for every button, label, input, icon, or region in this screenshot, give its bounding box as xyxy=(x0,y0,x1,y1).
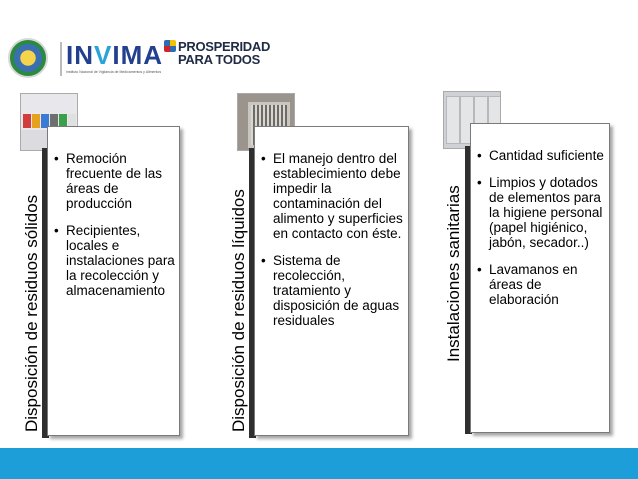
invima-part-a: IN xyxy=(66,40,94,70)
list-item: • El manejo dentro del establecimiento debe impedir la contaminación del alimento y superficies en contacto con éste. xyxy=(261,151,404,241)
invima-part-v: V xyxy=(94,40,113,70)
card-sanitarias xyxy=(470,123,610,433)
header-logos xyxy=(0,30,300,90)
invima-part-b: IMA xyxy=(112,40,164,70)
list-item: • Limpios y dotados de elementos para la higiene personal (papel higiénico, jabón, secador..) xyxy=(477,175,605,250)
prosperidad-logo xyxy=(164,40,274,66)
list-item: • Cantidad suficiente xyxy=(477,148,605,163)
invima-wordmark xyxy=(66,42,162,68)
card-title-sanitarias: Instalaciones sanitarias xyxy=(444,185,463,362)
invima-subtitle: Instituto Nacional de Vigilancia de Medicamentos y Alimentos xyxy=(66,70,162,74)
list-item: • Lavamanos en áreas de elaboración xyxy=(477,262,605,307)
prosperidad-text-1: PROSPERIDAD xyxy=(178,39,271,54)
bullet-list-liquidos xyxy=(261,151,404,328)
footer-bar xyxy=(0,448,638,479)
card-liquidos xyxy=(254,126,409,436)
bullet-list-sanitarias xyxy=(477,148,605,307)
list-item: • Sistema de recolección, tratamiento y disposición de aguas residuales xyxy=(261,253,404,328)
colombia-seal-icon xyxy=(8,38,48,78)
list-item: • Remoción frecuente de las áreas de producción xyxy=(54,151,175,211)
card-solidos xyxy=(47,126,180,436)
invima-logo xyxy=(60,42,162,76)
prosperidad-line-2: PARA TODOS xyxy=(178,52,260,67)
bullet-list-solidos xyxy=(54,151,175,298)
list-item: • Recipientes, locales e instalaciones para la recolección y almacenamiento xyxy=(54,223,175,298)
card-title-solidos: Disposición de residuos sólidos xyxy=(22,194,41,432)
prosperidad-mark-icon xyxy=(164,40,176,52)
card-title-liquidos: Disposición de residuos líquidos xyxy=(229,189,248,432)
